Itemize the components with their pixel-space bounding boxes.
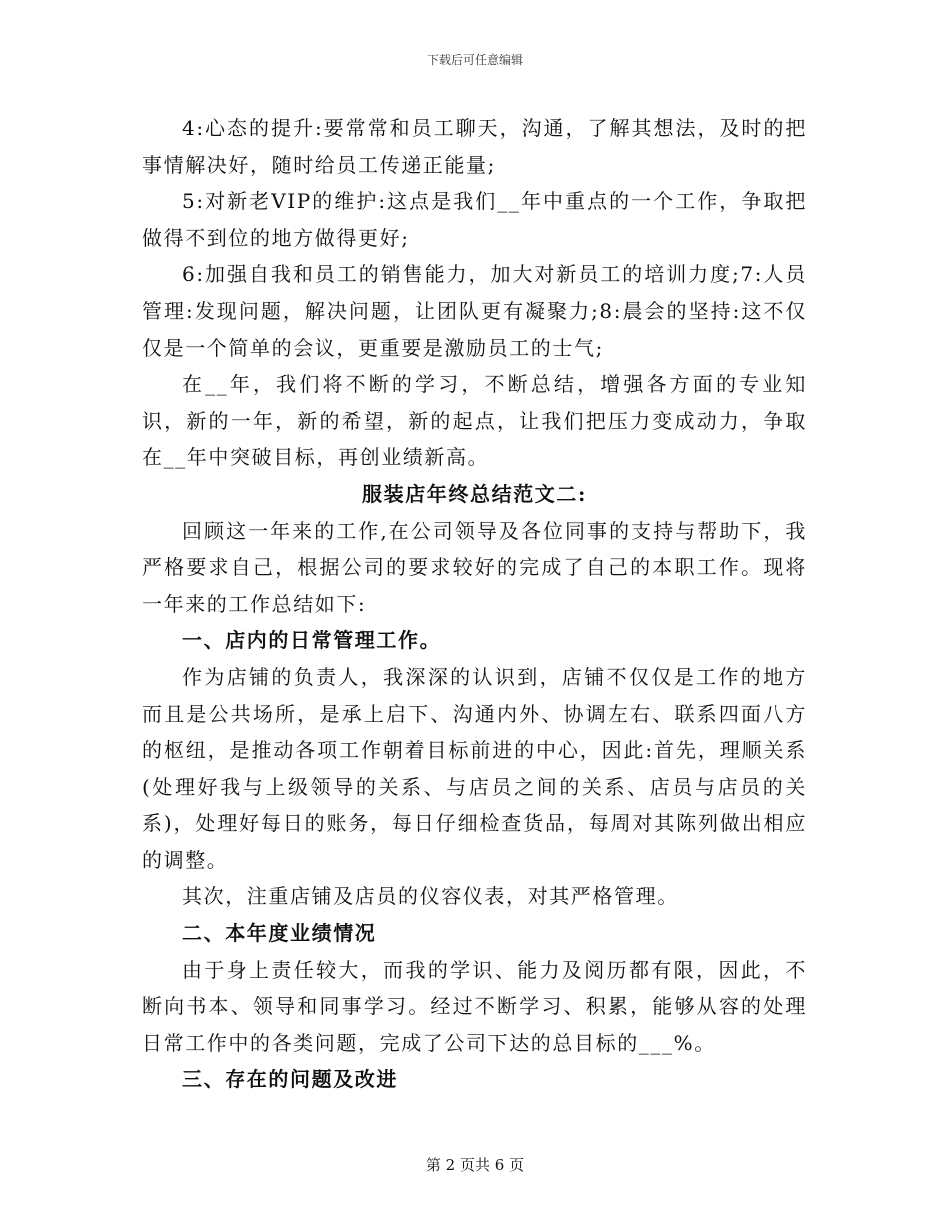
page-number: 第 2 页共 6 页 (425, 1156, 525, 1174)
paragraph-new-year-goals: 在__年，我们将不断的学习，不断总结，增强各方面的专业知识，新的一年，新的希望，新的起点，让我们把压力变成动力，争取在__年中突破目标，再创业绩新高。 (142, 372, 807, 470)
heading-problems-improvement: 三、存在的问题及改进 (182, 1067, 398, 1092)
paragraph-performance-detail: 由于身上责任较大，而我的学识、能力及阅历都有限，因此，不断向书本、领导和同事学习。经过不断学习、积累，能够从容的处理日常工作中的各类问题，完成了公司下达的总目标的___%。 (142, 957, 807, 1055)
paragraph-mindset: 4:心态的提升:要常常和员工聊天，沟通，了解其想法，及时的把事情解决好，随时给员工传递正能量; (142, 116, 807, 177)
paragraph-appearance-management: 其次，注重店铺及店员的仪容仪表，对其严格管理。 (182, 884, 679, 909)
section-title-sample-two: 服装店年终总结范文二: (362, 481, 587, 506)
paragraph-sales-training: 6:加强自我和员工的销售能力，加大对新员工的培训力度;7:人员管理:发现问题，解决问题，让团队更有凝聚力;8:晨会的坚持:这不仅仅是一个简单的会议，更重要是激励员工的士气; (142, 262, 807, 360)
heading-annual-performance: 二、本年度业绩情况 (182, 921, 377, 946)
page-header: 下载后可任意编辑 (426, 53, 523, 67)
heading-daily-management: 一、店内的日常管理工作。 (182, 628, 442, 653)
paragraph-vip-maintenance: 5:对新老VIP的维护:这点是我们__年中重点的一个工作，争取把做得不到位的地方做得更好; (142, 189, 807, 250)
paragraph-review-intro: 回顾这一年来的工作,在公司领导及各位同事的支持与帮助下，我严格要求自己，根据公司的要求较好的完成了自己的本职工作。现将一年来的工作总结如下: (142, 518, 807, 616)
paragraph-store-manager-duties: 作为店铺的负责人，我深深的认识到，店铺不仅仅是工作的地方而且是公共场所，是承上启下、沟通内外、协调左右、联系四面八方的枢纽，是推动各项工作朝着目标前进的中心，因此:首先，理顺关系(处理好我与上级领导的关系、与店员之间的关系、店员与店员的关系)，处理好每日的账务，每日仔细检查货品，每周对其陈列做出相应的调整。 (142, 664, 807, 872)
document-body (142, 110, 807, 1098)
